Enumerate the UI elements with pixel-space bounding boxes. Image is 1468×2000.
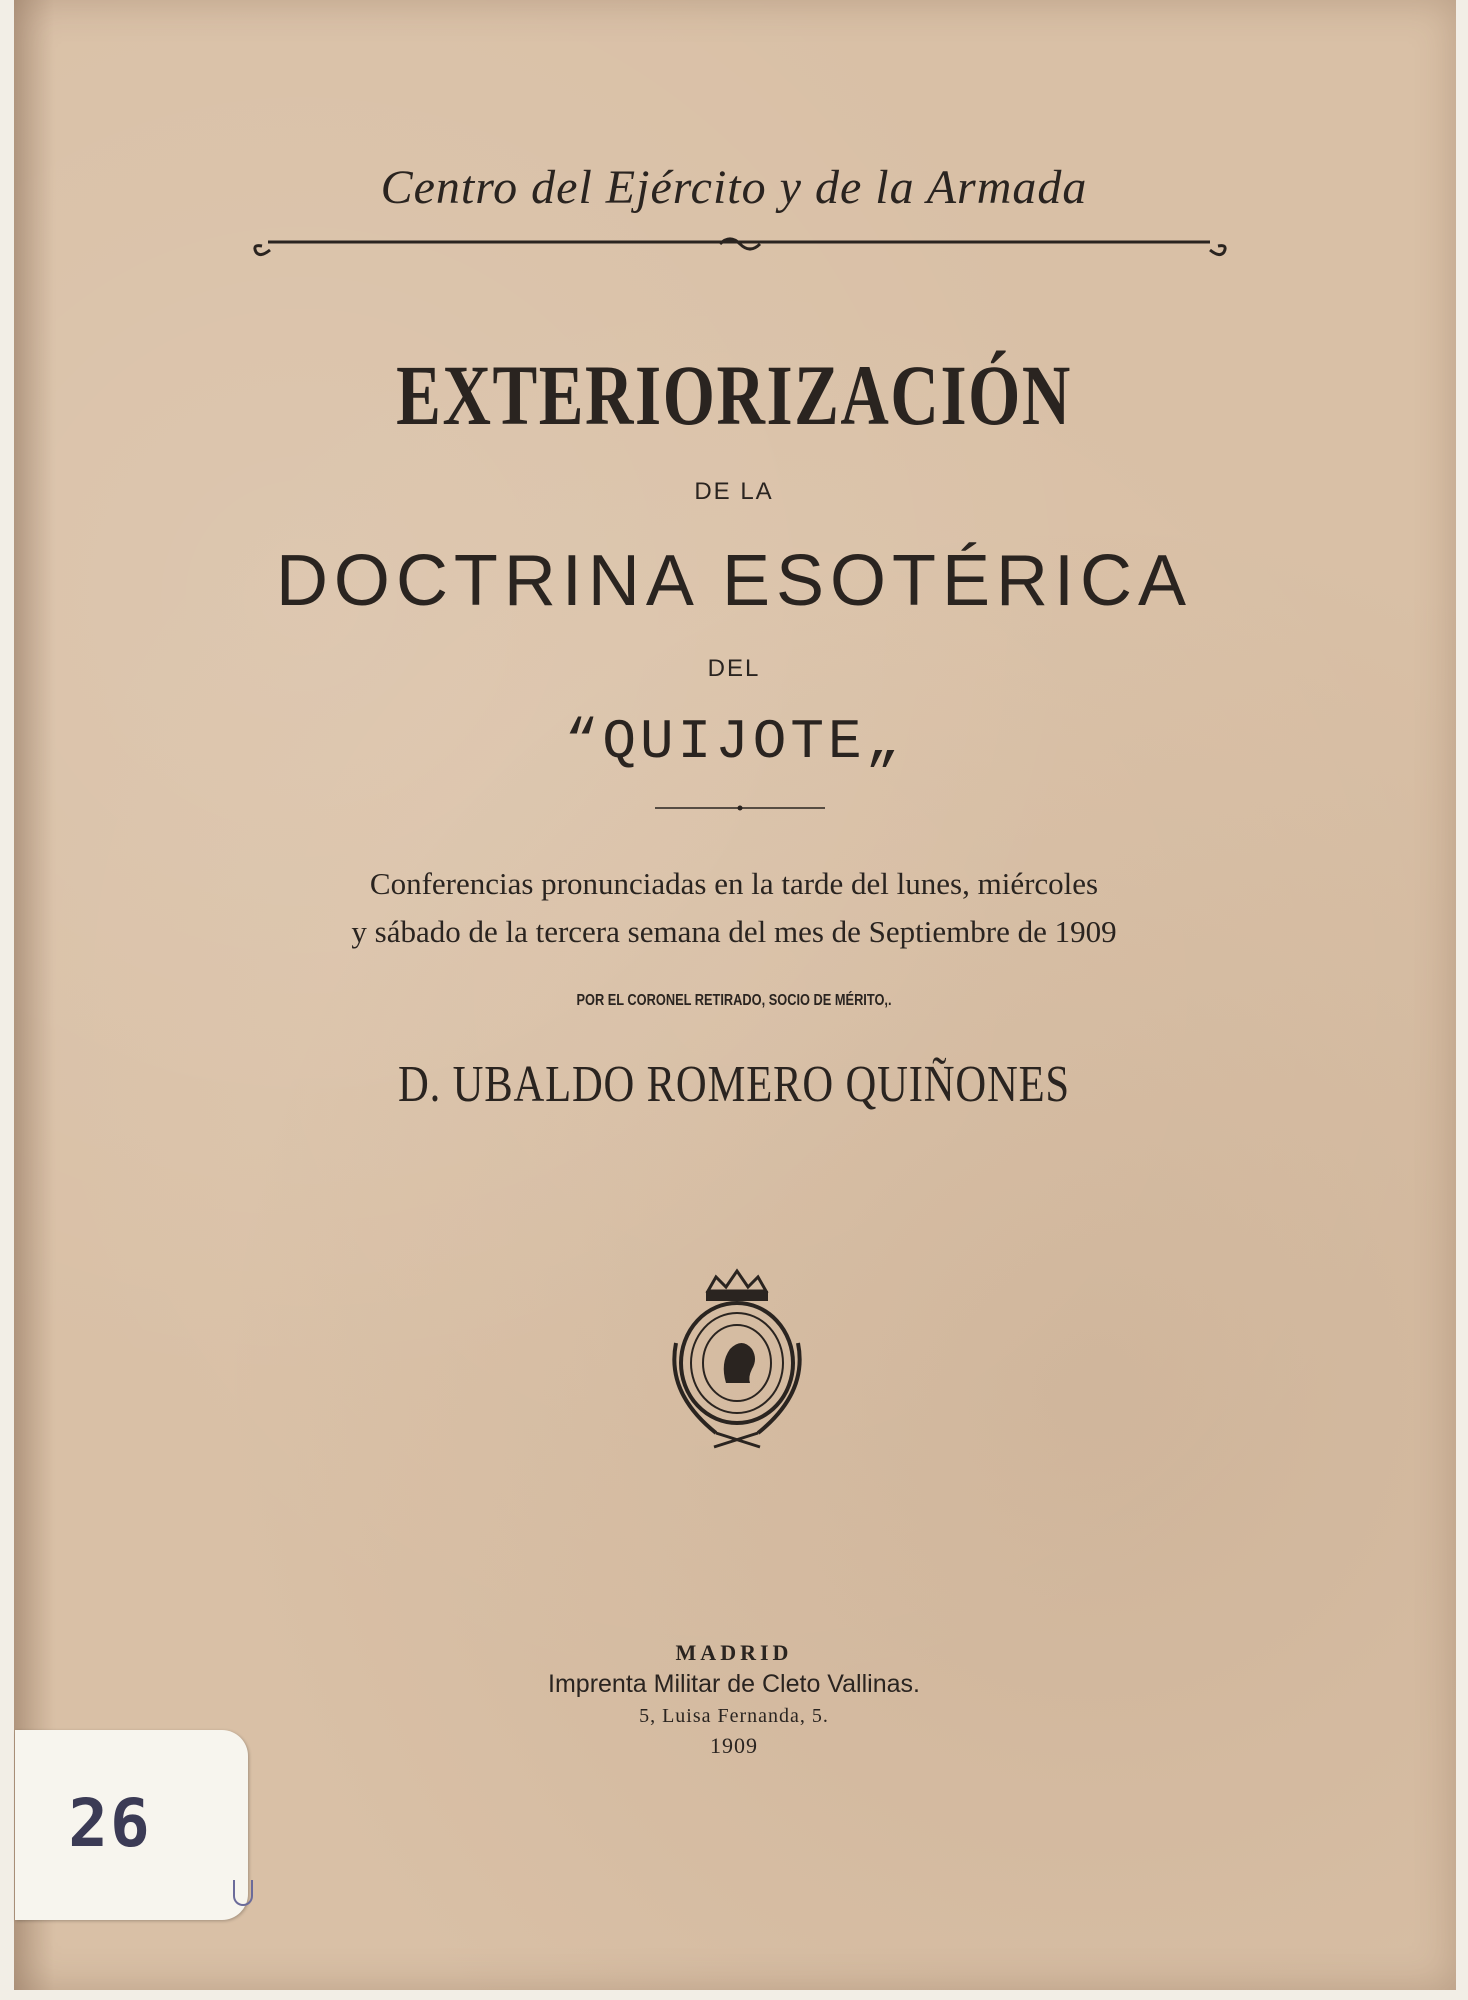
imprint-city: MADRID [675,1640,793,1665]
connector-de-la: DE LA [694,478,774,505]
title-doctrina-esoterica: DOCTRINA ESOTÉRICA [275,541,1193,621]
shelf-number: 26 [68,1785,152,1862]
header-ornament-rule [250,232,1230,262]
author-name: D. UBALDO ROMERO QUIÑONES [398,1056,1070,1113]
imprint-address: 5, Luisa Fernanda, 5. [639,1705,829,1727]
header-title: Centro del Ejército y de la Armada [380,161,1088,214]
crest-seal-icon [656,1263,818,1453]
subtitle-line-1: Conferencias pronunciadas en la tarde del lunes, miércoles [369,866,1099,901]
author-prefix: POR EL CORONEL RETIRADO, SOCIO DE MÉRITO,. [576,992,892,1009]
subtitle [0,860,1468,956]
title-exteriorizacion: EXTERIORIZACIÓN [396,347,1072,443]
title-quijote: “QUIJOTE„ [564,710,904,774]
subtitle-line-2: y sábado de la tercera semana del mes de Septiembre de 1909 [351,914,1117,949]
connector-del: DEL [707,655,761,682]
imprint-year: 1909 [710,1733,758,1758]
imprint-printer: Imprenta Militar de Cleto Vallinas. [548,1670,920,1698]
title-divider [655,803,825,813]
library-shelf-label [15,1730,248,1920]
label-curl-mark [233,1880,253,1906]
